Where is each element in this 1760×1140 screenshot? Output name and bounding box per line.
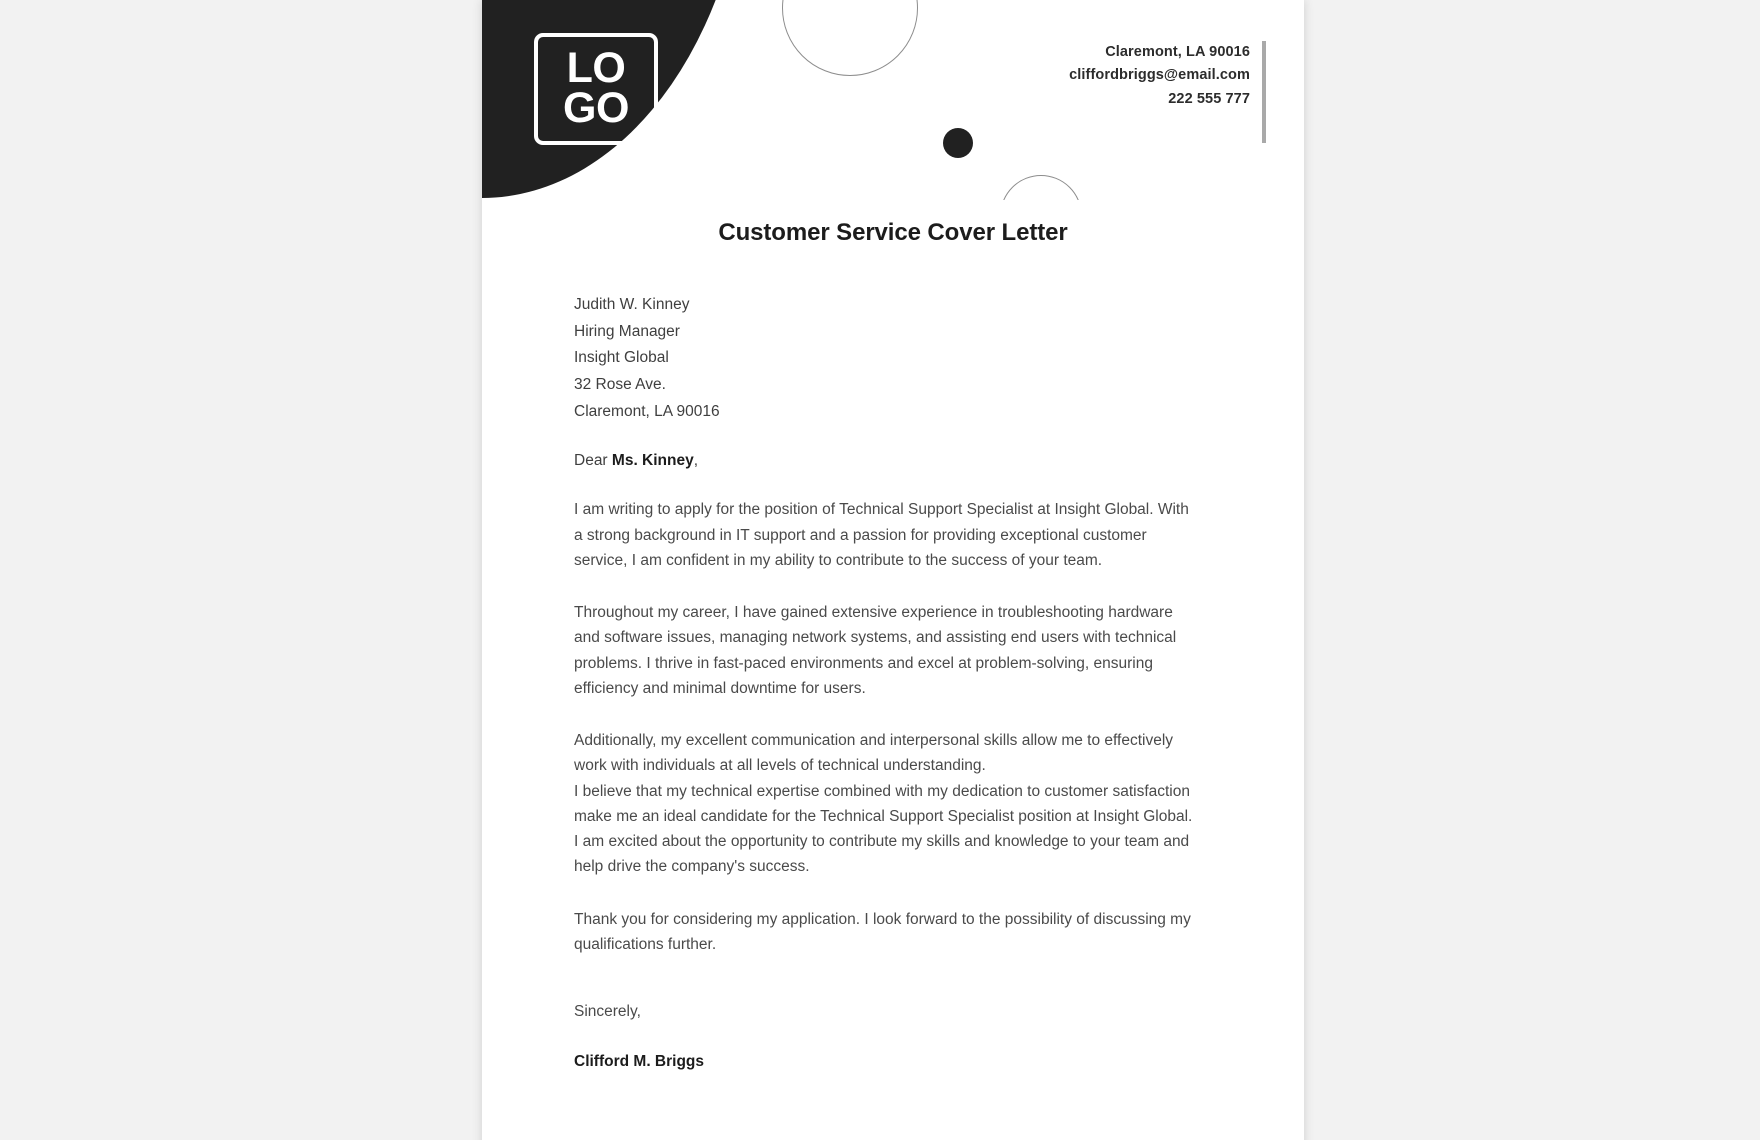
salutation-line — [574, 452, 1212, 470]
recipient-city-state-zip: Claremont, LA 90016 — [574, 402, 720, 420]
sender-phone: 222 555 777 — [1168, 90, 1250, 107]
contact-divider-rule — [1262, 41, 1266, 143]
letter-body — [482, 219, 1304, 1071]
sender-contact-block — [1069, 41, 1266, 143]
body-paragraph-2: Throughout my career, I have gained extensive experience in troubleshooting hardware and software issues, managing network systems, and assisting end users with technical problems. I thrive in fast-paced environments and excel at problem-solving, ensuring efficiency and minimal downtime for users. — [574, 604, 1177, 697]
logo-mark — [534, 33, 658, 145]
recipient-street: 32 Rose Ave. — [574, 375, 666, 393]
bottom-outline-circle-icon — [1000, 175, 1082, 200]
letter-page — [482, 0, 1304, 1140]
recipient-job-title: Hiring Manager — [574, 322, 680, 340]
sender-email: cliffordbriggs@email.com — [1069, 67, 1250, 84]
salutation-recipient-name: Ms. Kinney — [611, 452, 694, 470]
body-paragraph-5: Thank you for considering my application. I look forward to the possibility of discussing my qualifications further. — [574, 910, 1191, 953]
recipient-address-block — [574, 292, 1212, 425]
body-paragraph-3: Additionally, my excellent communication and interpersonal skills allow me to effectively work with individuals at all levels of technical understanding. — [574, 732, 1174, 775]
body-paragraph-1: I am writing to apply for the position of Technical Support Specialist at Insight Global. With a strong background in IT support and a passion for providing exceptional customer service, I am confident in my ability to contribute to the success of your team. — [574, 501, 1189, 569]
sender-signature-name: Clifford M. Briggs — [574, 1053, 705, 1071]
recipient-name: Judith W. Kinney — [574, 296, 690, 313]
closing-line: Sincerely, — [574, 1003, 641, 1021]
page-title: Customer Service Cover Letter — [718, 219, 1068, 246]
letter-header-band — [482, 0, 1304, 200]
logo-text-line-1: LO — [566, 44, 626, 93]
recipient-company: Insight Global — [574, 349, 669, 367]
salutation-suffix: , — [693, 452, 699, 470]
logo-text-line-2: GO — [563, 84, 629, 132]
large-outline-circle-icon — [782, 0, 918, 76]
body-paragraph-4: I believe that my technical expertise combined with my dedication to customer satisfaction make me an ideal candidate for the Technical Support Specialist position at Insight Global. I am excited about the opportunity to contribute my skills and knowledge to your team and help drive the company's success. — [574, 782, 1193, 876]
salutation-prefix: Dear — [574, 452, 612, 470]
sender-contact-lines — [1069, 41, 1250, 143]
sender-address: Claremont, LA 90016 — [1105, 44, 1250, 60]
small-filled-circle-icon — [943, 128, 973, 158]
